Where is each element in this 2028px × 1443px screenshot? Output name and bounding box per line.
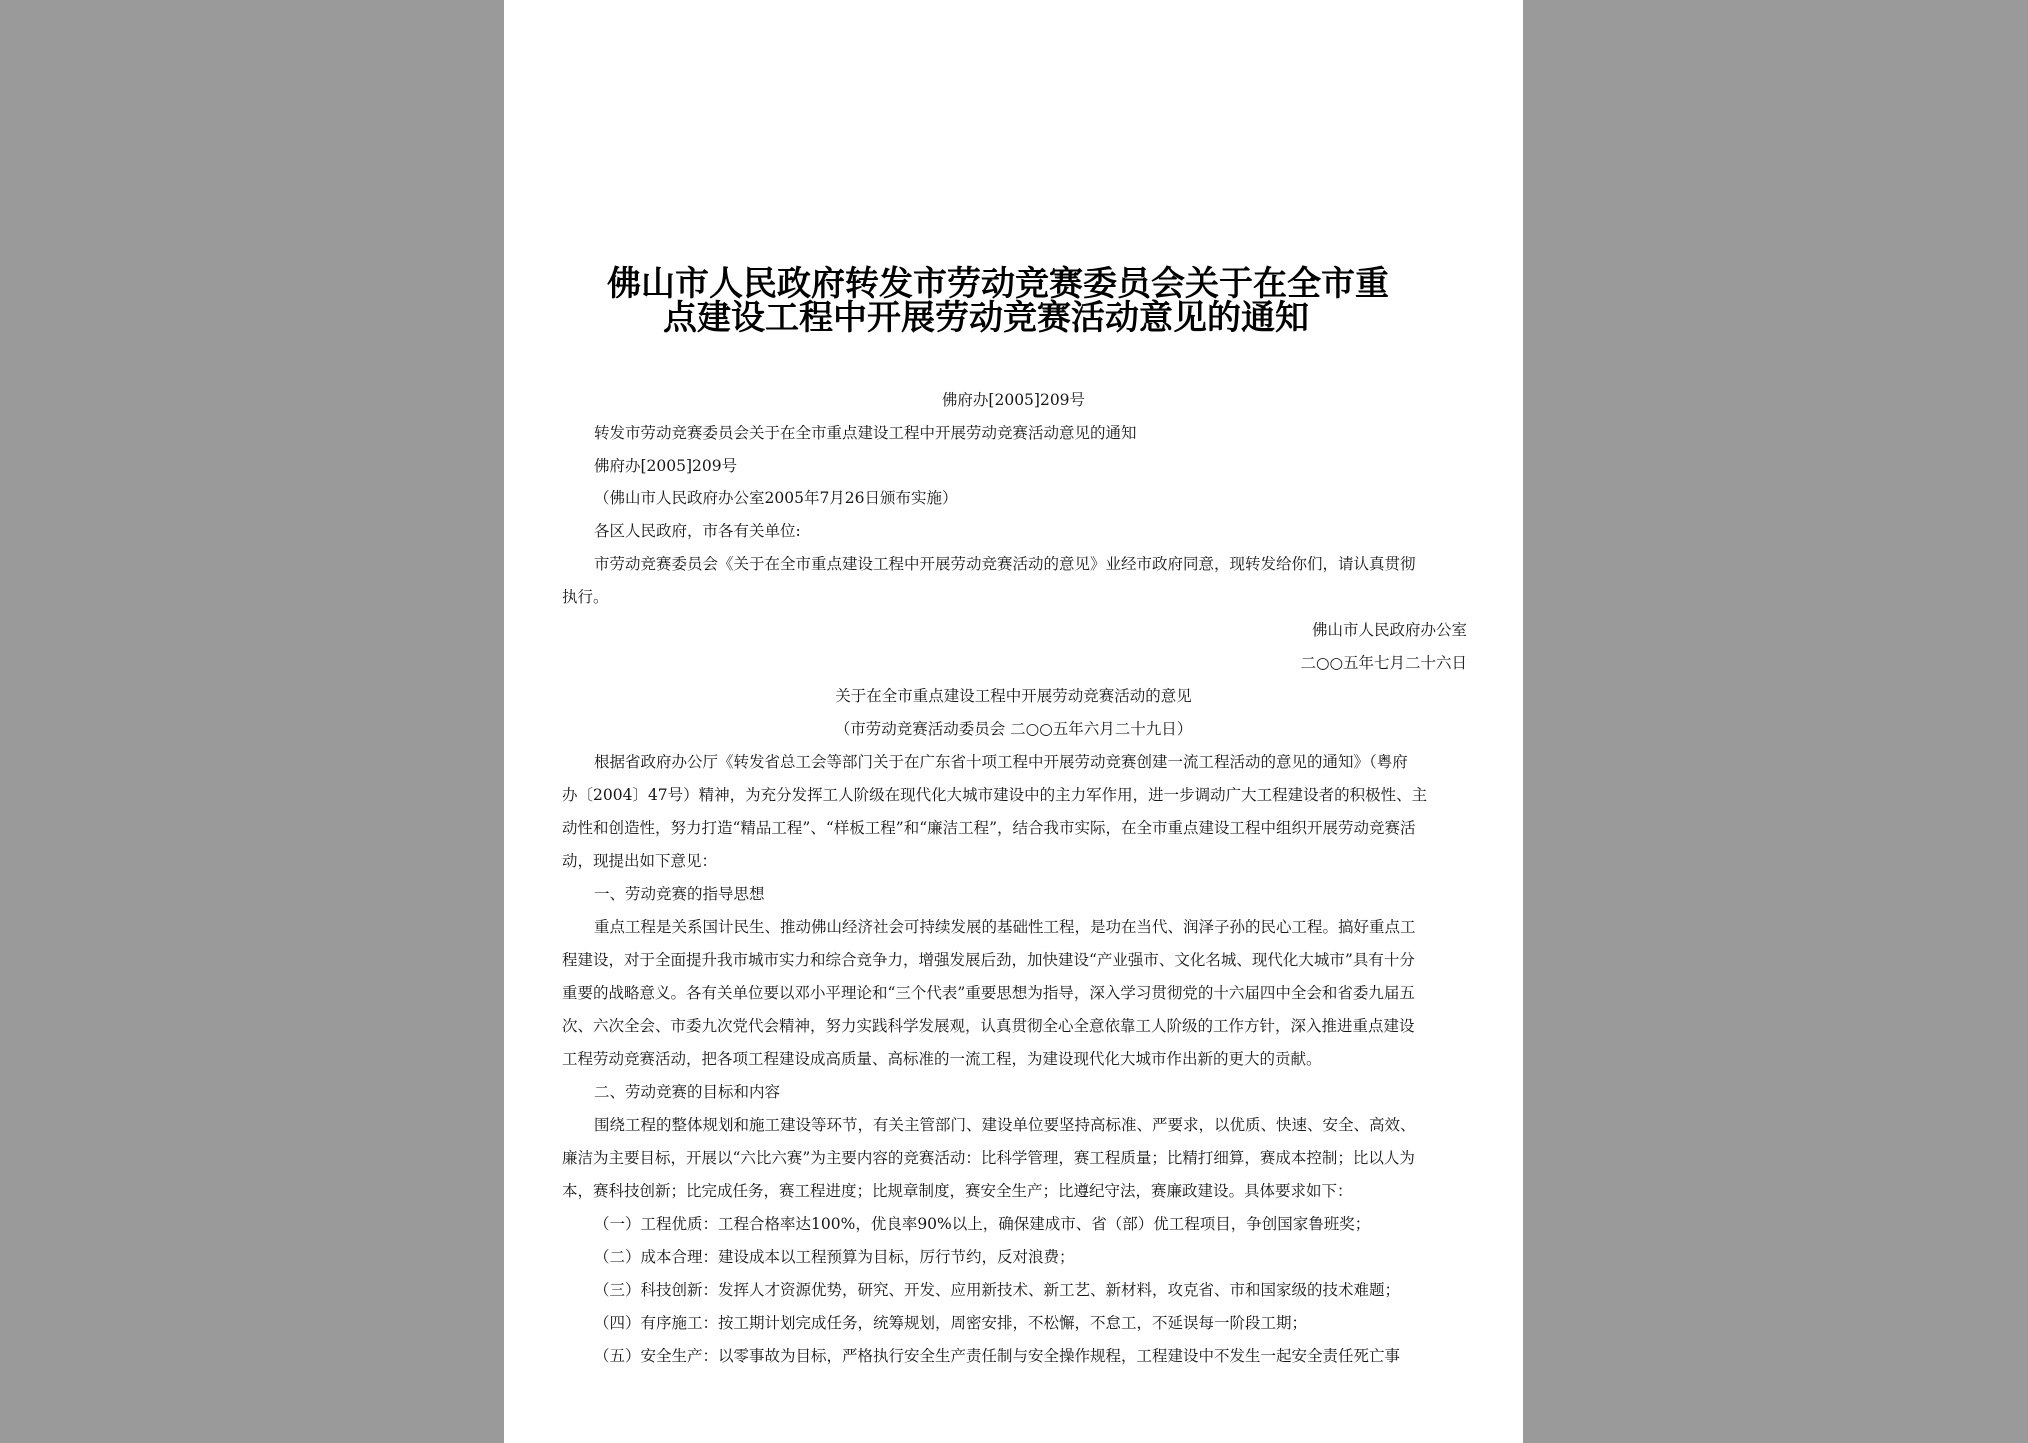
- paragraph-2-line-1: 根据省政府办公厅《转发省总工会等部门关于在广东省十项工程中开展劳动竞赛创建一流工程活动的意见的通知》（粤府: [594, 753, 1408, 771]
- list-item-3: （三）科技创新：发挥人才资源优势，研究、开发、应用新技术、新工艺、新材料，攻克省、市和国家级的技术难题；: [594, 1281, 1401, 1299]
- list-item-1: （一）工程优质：工程合格率达100%，优良率90%以上，确保建成市、省（部）优工程项目，争创国家鲁班奖；: [594, 1215, 1371, 1233]
- paragraph-4-line-2: 廉洁为主要目标，开展以“六比六赛”为主要内容的竞赛活动：比科学管理，赛工程质量；比精打细算，赛成本控制；比以人为: [562, 1149, 1415, 1167]
- paragraph-3-line-2: 程建设，对于全面提升我市城市实力和综合竞争力，增强发展后劲，加快建设“产业强市、文化名城、现代化大城市”具有十分: [562, 951, 1415, 969]
- section-1-heading: 一、劳动竞赛的指导思想: [594, 885, 765, 903]
- paragraph-3-line-3: 重要的战略意义。各有关单位要以邓小平理论和“三个代表”重要思想为指导，深入学习贯彻党的十六届四中全会和省委九届五: [562, 984, 1415, 1002]
- paragraph-2-line-3: 动性和创造性，努力打造“精品工程”、“样板工程”和“廉洁工程”，结合我市实际，在全市重点建设工程中组织开展劳动竞赛活: [562, 819, 1416, 837]
- paragraph-2-line-4: 动，现提出如下意见：: [562, 852, 718, 870]
- section-2-heading: 二、劳动竞赛的目标和内容: [594, 1083, 781, 1101]
- document-title-line-2: 点建设工程中开展劳动竞赛活动意见的通知: [663, 298, 1309, 338]
- list-item-5: （五）安全生产：以零事故为目标，严格执行安全生产责任制与安全操作规程，工程建设中不发生一起安全责任死亡事: [594, 1347, 1401, 1365]
- list-item-4: （四）有序施工：按工期计划完成任务，统筹规划，周密安排，不松懈，不怠工，不延误每一阶段工期；: [594, 1314, 1308, 1332]
- paragraph-3-line-4: 次、六次全会、市委九次党代会精神，努力实践科学发展观，认真贯彻全心全意依靠工人阶级的工作方针，深入推进重点建设: [562, 1017, 1415, 1035]
- paragraph-2-line-2: 办〔2004〕47号）精神，为充分发挥工人阶级在现代化大城市建设中的主力军作用，进一步调动广大工程建设者的积极性、主: [562, 786, 1428, 804]
- document-page: [504, 0, 1523, 1443]
- paragraph-4-line-3: 本，赛科技创新；比完成任务，赛工程进度；比规章制度，赛安全生产；比遵纪守法，赛廉政建设。具体要求如下：: [562, 1182, 1353, 1200]
- addressee: 各区人民政府，市各有关单位:: [594, 522, 801, 540]
- doc-number-heading: 佛府办[2005]209号: [941, 391, 1086, 409]
- signature-organization: 佛山市人民政府办公室: [1311, 621, 1467, 639]
- subtitle: 转发市劳动竞赛委员会关于在全市重点建设工程中开展劳动竞赛活动意见的通知: [594, 424, 1137, 442]
- list-item-2: （二）成本合理：建设成本以工程预算为目标，厉行节约，反对浪费；: [594, 1248, 1075, 1266]
- paragraph-4-line-1: 围绕工程的整体规划和施工建设等环节，有关主管部门、建设单位要坚持高标准、严要求，以优质、快速、安全、高效、: [594, 1116, 1416, 1134]
- paragraph-1-line-2: 执行。: [562, 588, 609, 606]
- paragraph-3-line-1: 重点工程是关系国计民生、推动佛山经济社会可持续发展的基础性工程，是功在当代、润泽子孙的民心工程。搞好重点工: [594, 918, 1416, 936]
- doc-number: 佛府办[2005]209号: [594, 457, 738, 475]
- signature-date: 二○○五年七月二十六日: [1300, 654, 1467, 672]
- paragraph-3-line-5: 工程劳动竞赛活动，把各项工程建设成高质量、高标准的一流工程，为建设现代化大城市作出新的更大的贡献。: [562, 1050, 1322, 1068]
- opinion-subtitle: （市劳动竞赛活动委员会 二○○五年六月二十九日）: [834, 720, 1193, 738]
- document-title-line-1: 佛山市人民政府转发市劳动竞赛委员会关于在全市重: [607, 264, 1389, 304]
- opinion-title: 关于在全市重点建设工程中开展劳动竞赛活动的意见: [835, 687, 1192, 705]
- issue-note: （佛山市人民政府办公室2005年7月26日颁布实施）: [594, 489, 958, 507]
- paragraph-1-line-1: 市劳动竞赛委员会《关于在全市重点建设工程中开展劳动竞赛活动的意见》业经市政府同意，现转发给你们，请认真贯彻: [594, 555, 1416, 573]
